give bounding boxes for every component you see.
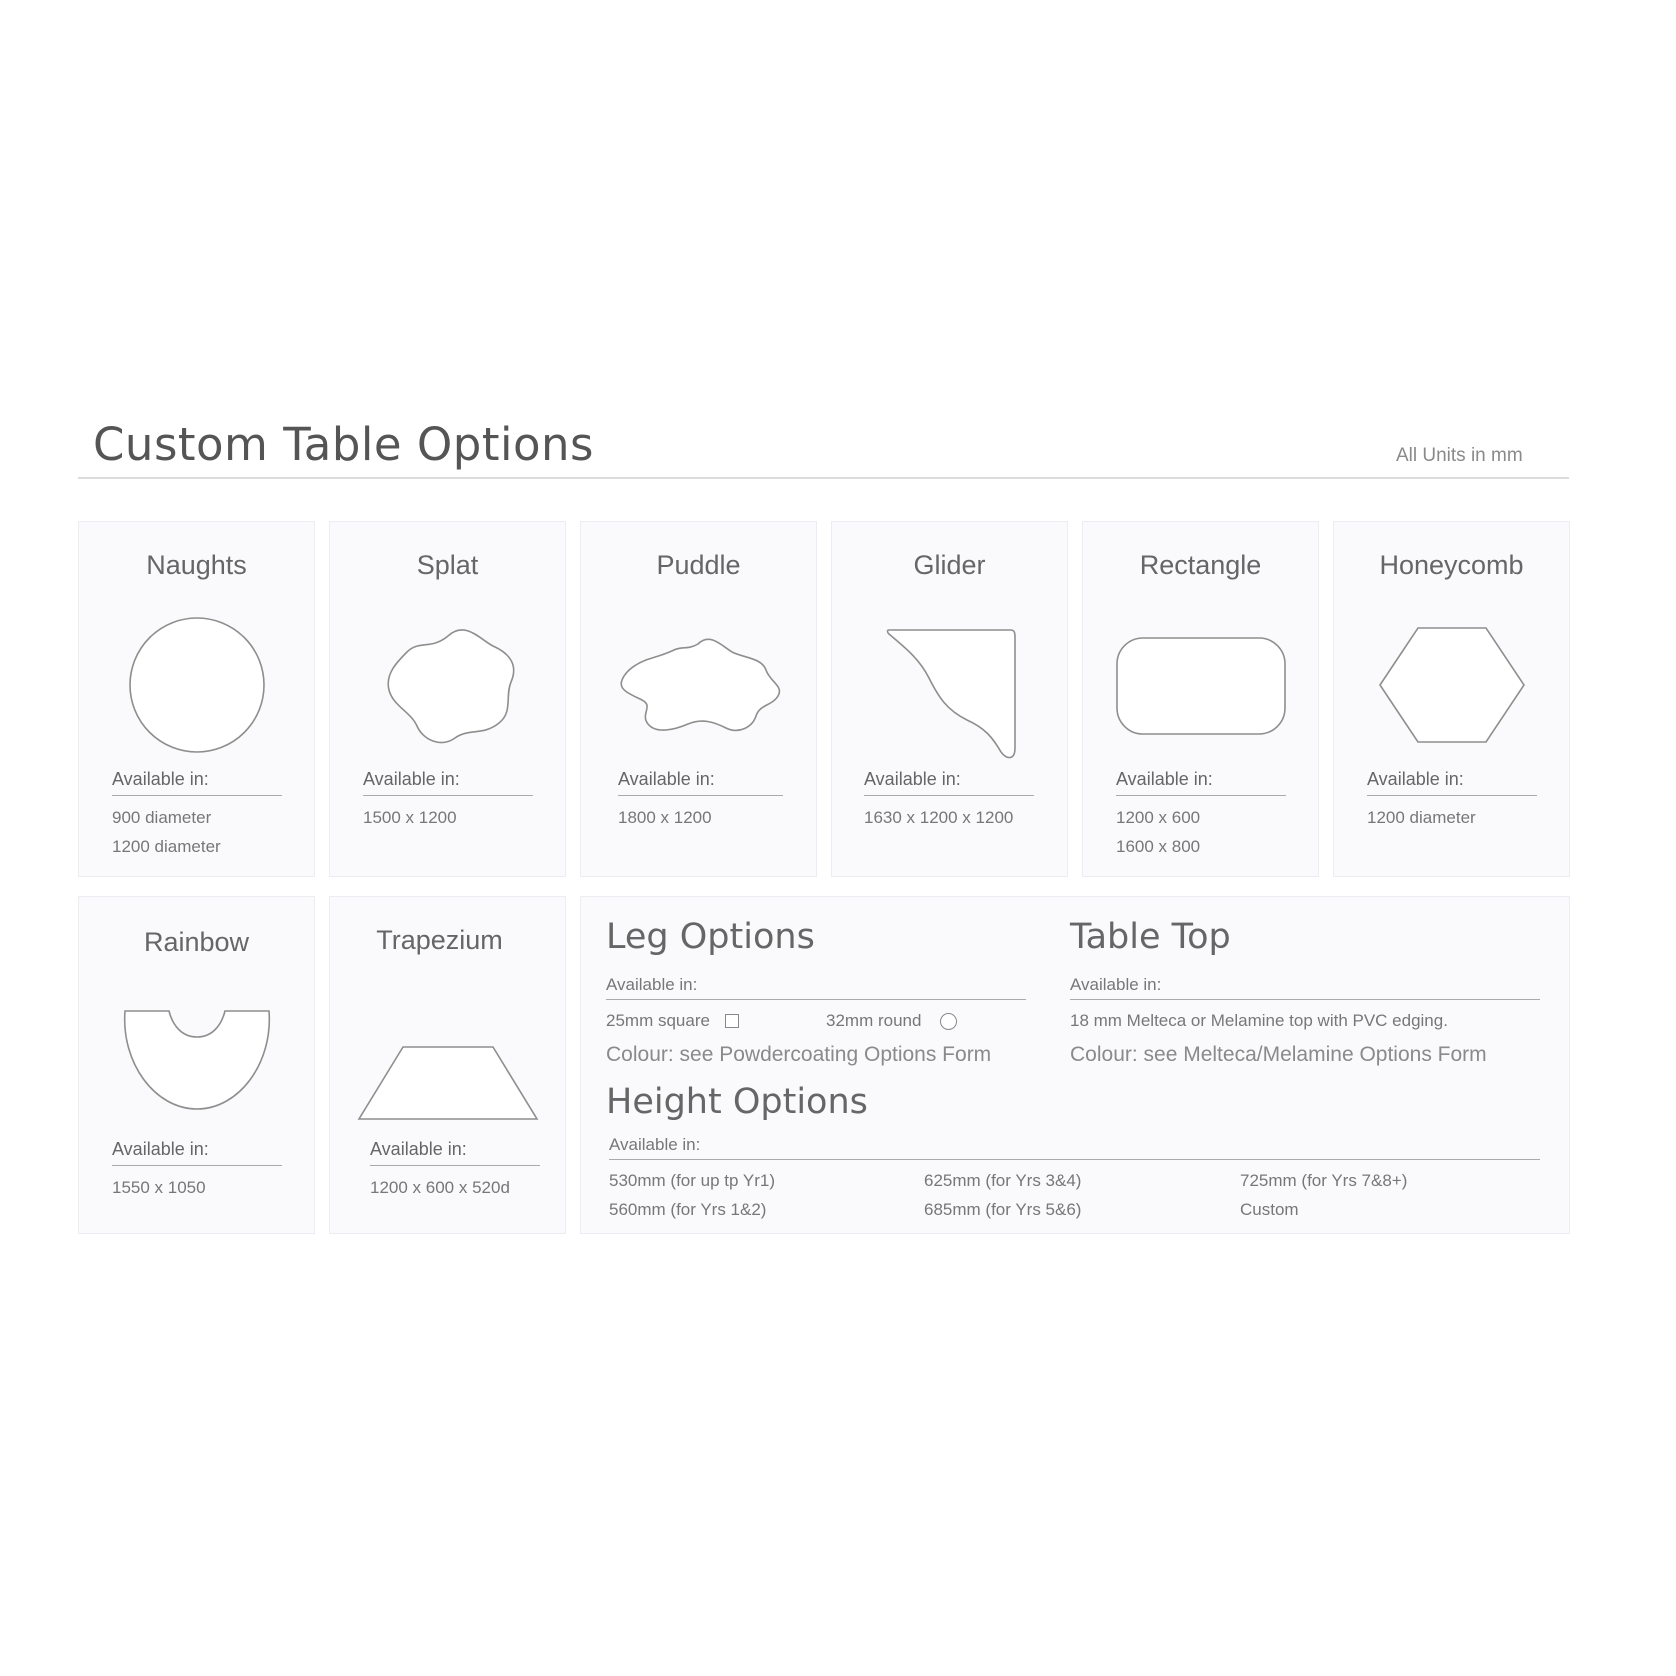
available-label: Available in: — [864, 769, 961, 789]
size-value: 1550 x 1050 — [112, 1178, 206, 1197]
available-label: Available in: — [363, 769, 460, 789]
size-value: 1630 x 1200 x 1200 — [864, 808, 1014, 827]
height-option: 560mm (for Yrs 1&2) — [609, 1200, 767, 1219]
puddle-shape-icon — [614, 610, 784, 760]
circle-shape-icon — [122, 610, 272, 760]
leg-options-heading: Leg Options — [606, 917, 815, 957]
height-option: 530mm (for up tp Yr1) — [609, 1171, 775, 1190]
table-name: Puddle — [656, 550, 741, 580]
size-value: 1500 x 1200 — [363, 808, 457, 827]
size-value: 1600 x 800 — [1116, 837, 1201, 856]
table-card-rectangle — [1082, 521, 1319, 877]
hexagon-shape-icon — [1372, 610, 1532, 760]
table-name: Trapezium — [376, 925, 503, 955]
table-top-heading: Table Top — [1070, 917, 1231, 957]
available-divider — [112, 1165, 282, 1166]
units-note: All Units in mm — [1396, 445, 1523, 466]
table-top-colour-note: Colour: see Melteca/Melamine Options Form — [1070, 1043, 1487, 1066]
height-option: 685mm (for Yrs 5&6) — [924, 1200, 1082, 1219]
height-option: 725mm (for Yrs 7&8+) — [1240, 1171, 1408, 1190]
size-list — [363, 803, 457, 832]
size-list — [112, 803, 221, 861]
table-name: Rectangle — [1139, 550, 1262, 580]
size-list — [618, 803, 712, 832]
size-value: 1200 diameter — [1367, 808, 1476, 827]
table-card-trapezium — [329, 896, 566, 1234]
height-option: Custom — [1240, 1200, 1299, 1219]
size-list — [112, 1173, 206, 1202]
table-name: Glider — [913, 550, 986, 580]
available-divider — [1116, 795, 1286, 796]
leg-divider — [606, 999, 1026, 1000]
available-label: Available in: — [618, 769, 715, 789]
available-divider — [864, 795, 1034, 796]
rainbow-shape-icon — [117, 993, 277, 1143]
table-top-divider — [1070, 999, 1540, 1000]
height-available-label: Available in: — [609, 1135, 701, 1154]
available-divider — [363, 795, 533, 796]
round-radio-icon[interactable] — [940, 1013, 957, 1030]
table-top-available-label: Available in: — [1070, 975, 1162, 994]
table-card-puddle — [580, 521, 817, 877]
size-value: 1200 x 600 x 520d — [370, 1178, 510, 1197]
table-name: Rainbow — [143, 927, 250, 957]
splat-shape-icon — [373, 610, 523, 760]
table-card-honeycomb — [1333, 521, 1570, 877]
table-card-splat — [329, 521, 566, 877]
available-divider — [1367, 795, 1537, 796]
rounded-rectangle-shape-icon — [1111, 610, 1291, 760]
leg-colour-note: Colour: see Powdercoating Options Form — [606, 1043, 992, 1066]
size-value: 1800 x 1200 — [618, 808, 712, 827]
available-label: Available in: — [112, 1139, 209, 1159]
trapezium-shape-icon — [353, 1009, 543, 1159]
size-list — [370, 1173, 510, 1202]
available-label: Available in: — [370, 1139, 467, 1159]
height-options-heading: Height Options — [606, 1082, 868, 1122]
options-panel — [580, 896, 1570, 1234]
table-name: Naughts — [146, 550, 247, 580]
title-divider — [78, 477, 1569, 479]
size-list — [864, 803, 1013, 832]
available-label: Available in: — [1367, 769, 1464, 789]
available-label: Available in: — [112, 769, 209, 789]
available-divider — [370, 1165, 540, 1166]
size-value: 1200 diameter — [112, 837, 221, 856]
table-card-naughts — [78, 521, 315, 877]
size-value: 1200 x 600 — [1116, 808, 1201, 827]
table-name: Splat — [416, 550, 479, 580]
table-card-glider — [831, 521, 1068, 877]
height-divider — [609, 1159, 1540, 1160]
table-top-description: 18 mm Melteca or Melamine top with PVC edging. — [1070, 1011, 1448, 1030]
leg-option-square: 25mm square — [606, 1011, 710, 1030]
page-title: Custom Table Options — [93, 418, 595, 471]
size-list — [1367, 803, 1476, 832]
table-name: Honeycomb — [1379, 550, 1524, 580]
leg-option-round: 32mm round — [826, 1011, 922, 1030]
available-label: Available in: — [1116, 769, 1213, 789]
available-divider — [618, 795, 783, 796]
table-card-rainbow — [78, 896, 315, 1234]
available-divider — [112, 795, 282, 796]
size-list — [1116, 803, 1200, 861]
leg-available-label: Available in: — [606, 975, 698, 994]
height-option: 625mm (for Yrs 3&4) — [924, 1171, 1082, 1190]
square-checkbox-icon[interactable] — [725, 1014, 739, 1028]
glider-shape-icon — [875, 610, 1025, 760]
size-value: 900 diameter — [112, 808, 212, 827]
